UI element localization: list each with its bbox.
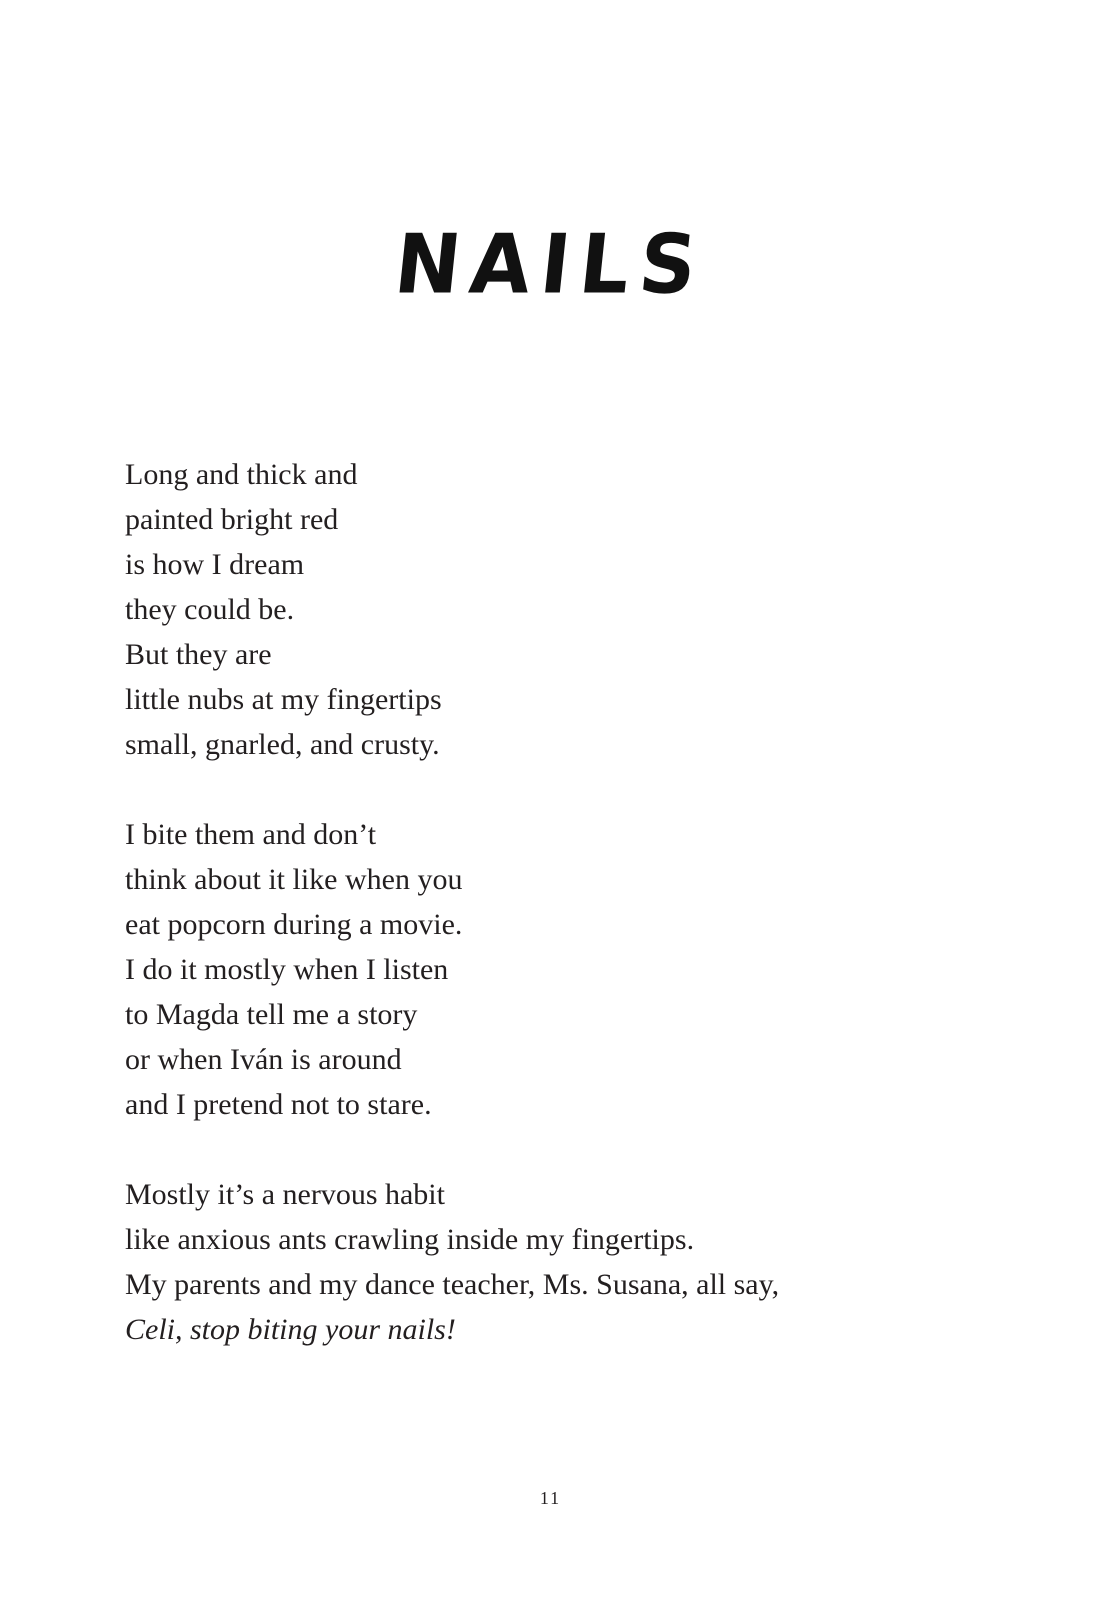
poem-line-italic-quote: Celi, stop biting your nails! [125,1313,456,1346]
poem-title: NAILS [390,217,711,313]
page-number: 11 [539,1488,562,1508]
poem-line: or when Iván is around [125,1043,402,1076]
poem-line: to Magda tell me a story [125,998,418,1031]
poem-line: is how I dream [125,548,305,581]
poem-line: painted bright red [125,503,339,536]
poem-line: I do it mostly when I listen [125,953,449,986]
poem-line: they could be. [125,593,295,626]
poem-line: and I pretend not to stare. [125,1088,432,1121]
poem-line: like anxious ants crawling inside my fingertips. [125,1223,695,1256]
stanza-3 [125,1172,1025,1352]
poem-line: I bite them and don’t [125,818,377,851]
poem-line: eat popcorn during a movie. [125,908,463,941]
poem-line: My parents and my dance teacher, Ms. Susana, all say, [125,1268,780,1301]
poem-line: Long and thick and [125,458,358,491]
poem-line: But they are [125,638,272,671]
stanza-1 [125,452,1025,767]
stanza-2 [125,812,1025,1127]
poem-line: small, gnarled, and crusty. [125,728,440,761]
poem-line: little nubs at my fingertips [125,683,442,716]
poem-line: think about it like when you [125,863,463,896]
poem-line: Mostly it’s a nervous habit [125,1178,445,1211]
poem-body [125,452,1025,1397]
